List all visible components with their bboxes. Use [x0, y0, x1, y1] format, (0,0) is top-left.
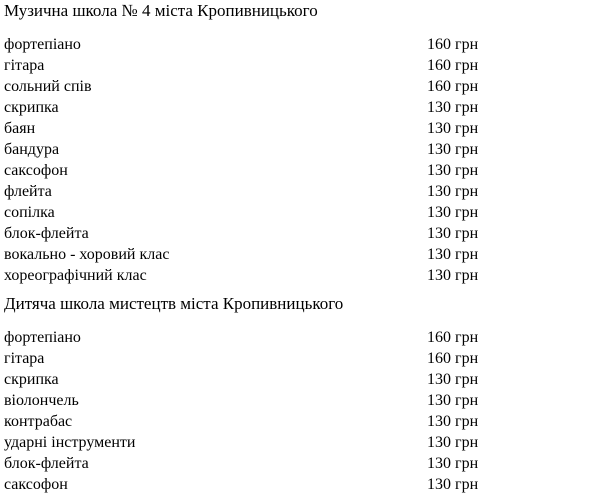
instrument-price: 130 грн — [427, 183, 479, 200]
instrument-price: 130 грн — [427, 392, 479, 409]
instrument-price: 130 грн — [427, 246, 479, 263]
instrument-price: 160 грн — [427, 78, 479, 95]
instrument-name: контрабас — [4, 413, 73, 430]
instrument-name: сольний спів — [4, 78, 92, 95]
instrument-price: 130 грн — [427, 120, 479, 137]
instrument-price: 130 грн — [427, 455, 479, 472]
instrument-name: скрипка — [4, 99, 59, 116]
instrument-price: 160 грн — [427, 36, 479, 53]
instrument-name: блок-флейта — [4, 225, 89, 242]
list-item — [4, 181, 604, 202]
list-item — [4, 97, 604, 118]
instrument-price: 130 грн — [427, 225, 479, 242]
instrument-name: гітара — [4, 350, 45, 367]
list-item — [4, 348, 604, 369]
list-item — [4, 390, 604, 411]
instrument-name: вокально - хоровий клас — [4, 246, 170, 263]
instrument-price: 130 грн — [427, 413, 479, 430]
instrument-name: гітара — [4, 57, 45, 74]
section-title-music-school-4: Музична школа № 4 міста Кропивницького — [4, 1, 318, 20]
instrument-price: 130 грн — [427, 99, 479, 116]
list-item — [4, 139, 604, 160]
list-item — [4, 34, 604, 55]
instrument-name: баян — [4, 120, 36, 137]
list-item — [4, 160, 604, 181]
instrument-price: 130 грн — [427, 204, 479, 221]
instrument-price: 160 грн — [427, 350, 479, 367]
instrument-name: ударні інструменти — [4, 434, 136, 451]
instrument-name: фортепіано — [4, 329, 81, 346]
instrument-name: саксофон — [4, 162, 68, 179]
list-item — [4, 453, 604, 474]
instrument-name: блок-флейта — [4, 455, 89, 472]
instrument-price: 160 грн — [427, 57, 479, 74]
list-item — [4, 76, 604, 97]
instrument-name: віолончель — [4, 392, 79, 409]
instrument-name: саксофон — [4, 476, 68, 493]
list-item — [4, 55, 604, 76]
instrument-price: 130 грн — [427, 141, 479, 158]
instrument-name: фортепіано — [4, 36, 81, 53]
section-title-art-school: Дитяча школа мистецтв міста Кропивницького — [4, 294, 344, 313]
instrument-price: 130 грн — [427, 371, 479, 388]
instrument-name: скрипка — [4, 371, 59, 388]
list-item — [4, 223, 604, 244]
list-item — [4, 432, 604, 453]
list-item — [4, 118, 604, 139]
instrument-price: 130 грн — [427, 162, 479, 179]
list-item — [4, 244, 604, 265]
instrument-name: бандура — [4, 141, 60, 158]
list-item — [4, 411, 604, 432]
list-item — [4, 265, 604, 286]
instrument-price: 160 грн — [427, 329, 479, 346]
list-item — [4, 369, 604, 390]
instrument-price: 130 грн — [427, 476, 479, 493]
instrument-name: сопілка — [4, 204, 55, 221]
instrument-price: 130 грн — [427, 434, 479, 451]
instrument-price: 130 грн — [427, 267, 479, 284]
list-item — [4, 327, 604, 348]
instrument-name: флейта — [4, 183, 52, 200]
instrument-name: хореографічний клас — [4, 267, 147, 284]
list-item — [4, 474, 604, 495]
list-item — [4, 202, 604, 223]
